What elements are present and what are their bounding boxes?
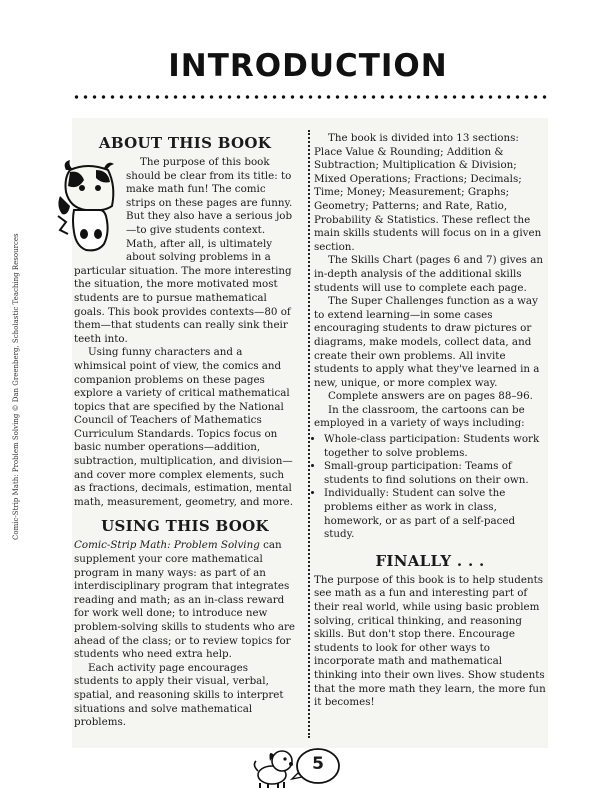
about-heading: ABOUT THIS BOOK — [98, 134, 272, 152]
ways-list — [314, 433, 546, 542]
cow-illustration-icon — [56, 156, 122, 256]
side-credit: Comic-Strip Math: Problem Solving © Dan Greenberg, Scholastic Teaching Resources — [12, 233, 20, 540]
answers-paragraph: Complete answers are on pages 88–96. — [328, 390, 533, 403]
skills-chart-paragraph: The Skills Chart (pages 6 and 7) gives an in-depth analysis of the additional skills students will use to complete each page. — [314, 254, 543, 294]
classroom-paragraph: In the classroom, the cartoons can be employed in a variety of ways including: — [314, 403, 525, 430]
page-number: 5 — [312, 754, 324, 774]
finally-heading: FINALLY . . . — [375, 551, 485, 570]
about-paragraph-2: Using funny characters and a whimsical point of view, the comics and companion problems on these pages explore a variety of critical mathematical topics that are specified by the National Council of Teachers of Mathematics Curriculum Standards. Topics focus on basic number operations—addition, subtraction, multiplication, and division—and cover more complex elements, such as fractions, decimals, estimation, mental math, measurement, geometry, and more. — [74, 346, 294, 508]
using-paragraph-1-text: can supplement your core mathematical program in many ways: as part of an interdisciplinary program that integrates reading and math; as an in-class reward for work well done; to introduce new problem-solving skills to students who are ahead of the class; or to review topics for students who need extra help. — [74, 539, 296, 661]
finally-paragraph: The purpose of this book is to help students see math as a fun and interesting part of their real world, while using basic problem solving, critical thinking, and reasoning skills. But don't stop there. Encourage students to look for other ways to incorporate math and mathematical thinking into their own lives. Show students that the more math they learn, the more fun it becomes! — [314, 573, 546, 709]
page-title: INTRODUCTION — [168, 48, 448, 84]
content-panel — [72, 118, 548, 748]
right-column — [314, 132, 546, 710]
using-paragraph-1 — [74, 539, 296, 661]
book-title-italic: Comic-Strip Math: Problem Solving — [74, 539, 260, 552]
left-column — [74, 132, 296, 730]
list-item: • Whole-class participation: Students work together to solve problems. — [324, 433, 546, 460]
using-heading: USING THIS BOOK — [101, 517, 269, 536]
super-challenges-paragraph: The Super Challenges function as a way to extend learning—in some cases encouraging students to draw pictures or diagrams, make models, collect data, and create their own problems. All invite students to apply what they've learned in a new, unique, or more complex way. — [314, 295, 540, 389]
list-item: • Small-group participation: Teams of students to find solutions on their own. — [324, 460, 546, 487]
sections-paragraph: The book is divided into 13 sections: Place Value & Rounding; Addition & Subtraction; Multiplication & Division; Mixed Operations; Fractions; Decimals; Time; Money; Measurement; Graphs; Geometry; Patterns; and Rate, Ratio, Probability & Statistics. These reflect the main skills students will focus on in a given section. — [314, 132, 542, 253]
page-number-badge — [252, 745, 362, 790]
list-item: • Individually: Student can solve the problems either as work in class, homework, or as part of a self-paced study. — [324, 487, 546, 541]
about-paragraph-1: The purpose of this book should be clear from its title: to make math fun! The comic strips on these pages are funny. But they also have a serious job—to give students context. Math, after all, is ultimately about solving problems in a particular situation. The more interesting the situation, the more motivated most students are to pursue mathematical goals. This book provides contexts—80 of them—that students can really sink their teeth into. — [74, 156, 293, 345]
using-paragraph-2: Each activity page encourages students to apply their visual, verbal, spatial, and reasoning skills to interpret situations and solve mathematical problems. — [74, 661, 284, 729]
dotted-rule — [72, 95, 548, 99]
